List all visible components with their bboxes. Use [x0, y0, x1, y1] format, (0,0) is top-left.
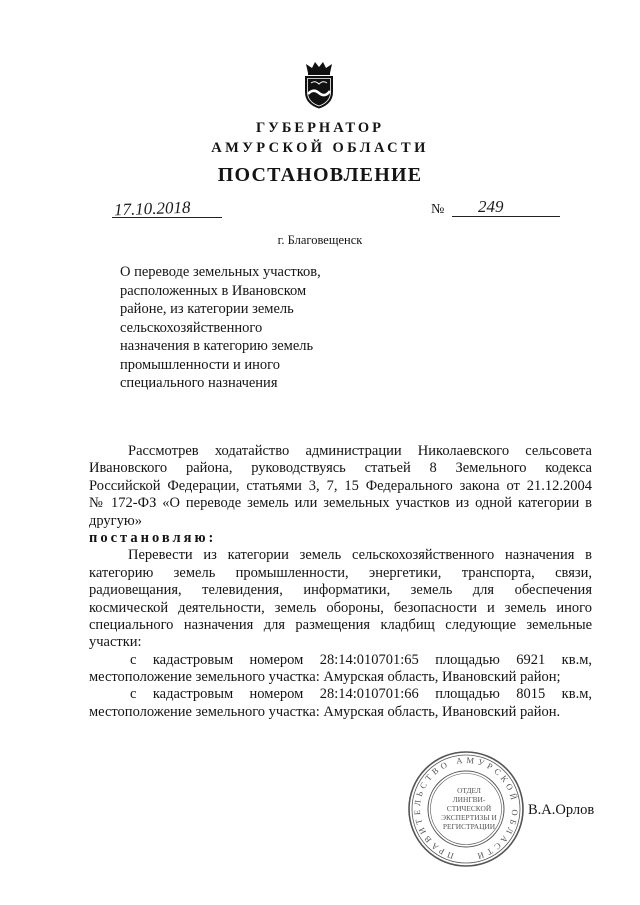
subject-line: О переводе земельных участков, — [120, 264, 321, 280]
signer-name: В.А.Орлов — [528, 802, 595, 818]
decision-line: Перевести из категории земель сельскохозяйственного назначения в — [128, 547, 592, 564]
document-subject — [120, 263, 321, 393]
number-label: № — [431, 202, 445, 217]
stamp-inner-line: РЕГИСТРАЦИИ — [442, 822, 496, 831]
subject-line: промышленности и иного — [120, 356, 281, 373]
document-body — [89, 443, 592, 721]
city: г. Благовещенск — [277, 233, 363, 247]
plot-line: местоположение земельного участка: Амурская область, Ивановский район. — [89, 703, 561, 720]
stamp-inner-line: СТИЧЕСКОЙ — [446, 804, 492, 813]
region-title: АМУРСКОЙ ОБЛАСТИ — [211, 140, 429, 156]
plot-line: с кадастровым номером 28:14:010701:66 площадью 8015 кв.м, — [130, 686, 592, 703]
plot-line: местоположение земельного участка: Амурская область, Ивановский район; — [89, 669, 561, 686]
decision-line: радиовещания, телевидения, информатики, земель для обеспечения — [89, 582, 592, 599]
decision-line: специального назначения для размещения кладбищ следующие земельные — [89, 616, 592, 633]
official-stamp — [406, 749, 526, 869]
plot-line: с кадастровым номером 28:14:010701:65 площадью 6921 кв.м, — [130, 651, 592, 668]
decision-line: участки: — [89, 634, 142, 651]
stamp-inner-line: ОТДЕЛ — [457, 786, 481, 795]
preamble-line: Российской Федерации, статьями 3, 7, 15 Федерального закона от 21.12.2004 — [89, 477, 592, 494]
stamp-ring-text: ПРАВИТЕЛЬСТВО АМУРСКОЙ ОБЛАСТИ — [411, 754, 521, 862]
document-number: 249 — [478, 197, 504, 216]
decision-line: космической деятельности, земель обороны, безопасности и земель иного — [89, 599, 592, 616]
preamble-line: другую» — [89, 512, 142, 529]
subject-line: сельскохозяйственного — [120, 319, 263, 336]
stamp-inner-line: ЛИНГВИ- — [452, 795, 486, 804]
preamble-line: Рассмотрев ходатайство администрации Николаевского сельсовета — [128, 443, 592, 459]
subject-line: назначения в категорию земель — [120, 338, 314, 354]
document-date: 17.10.2018 — [113, 197, 191, 220]
stamp-inner-line: ЭКСПЕРТИЗЫ И — [441, 813, 497, 822]
decision-line: категорию земель промышленности, энергетики, транспорта, связи, — [89, 564, 592, 581]
preamble-line: № 172-ФЗ «О переводе земель или земельных участков из одной категории в — [89, 495, 592, 512]
resolution-word: постановляю: — [89, 529, 217, 546]
subject-line: специального назначения — [120, 375, 278, 391]
governor-title: ГУБЕРНАТОР — [255, 120, 385, 136]
preamble-line: Ивановского района, руководствуясь статьей 8 Земельного кодекса — [89, 460, 592, 477]
subject-line: расположенных в Ивановском — [120, 282, 307, 299]
date-underline — [112, 217, 222, 218]
document-type: ПОСТАНОВЛЕНИЕ — [217, 164, 423, 186]
coat-of-arms-icon — [301, 61, 337, 109]
subject-line: районе, из категории земель — [120, 301, 294, 317]
number-underline — [452, 216, 560, 217]
